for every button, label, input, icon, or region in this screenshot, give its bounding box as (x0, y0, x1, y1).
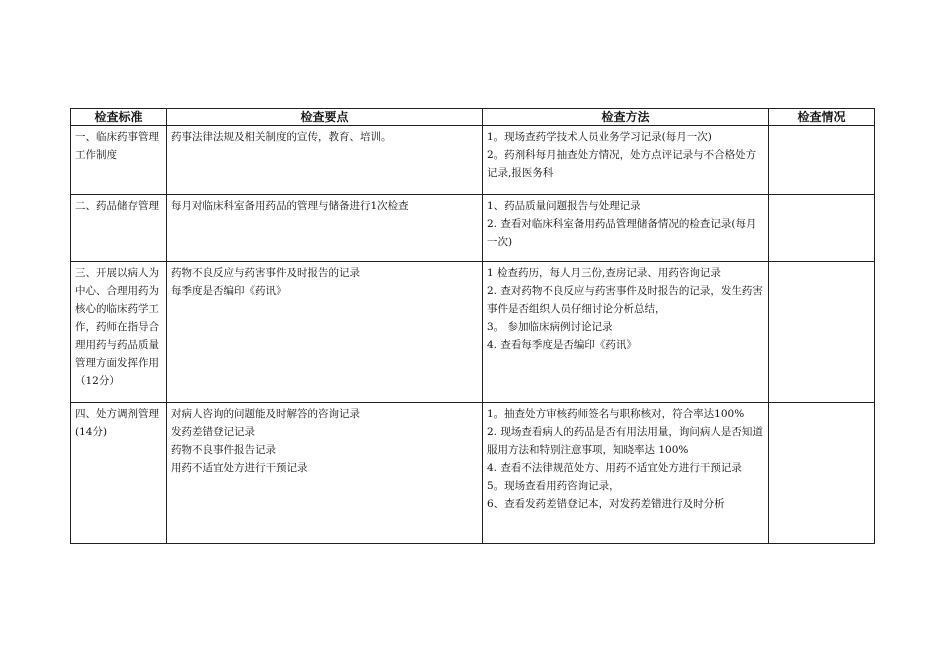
method-line: 1、药品质量问题报告与处理记录 (487, 200, 641, 212)
method-line: 2。药剂科每月抽查处方情况，处方点评记录与不合格处方记录,报医务科 (487, 149, 757, 179)
status-cell (769, 126, 875, 195)
point-line: 用药不适宜处方进行干预记录 (171, 462, 308, 474)
header-standard: 检查标准 (71, 109, 167, 126)
inspection-table (70, 108, 875, 544)
method-line: 2. 查看对临床科室备用药品管理储备情况的检查记录(每月一次) (487, 218, 757, 248)
standard-cell: 二、药品储存管理 (71, 195, 167, 262)
method-line: 3。 参加临床病例讨论记录 (487, 321, 613, 333)
point-line: 药物不良反应与药害事件及时报告的记录 (171, 267, 360, 279)
points-cell (167, 195, 483, 262)
method-line: 4. 查看不法律规范处方、用药不适宜处方进行干预记录 (487, 462, 742, 474)
point-line: 对病人咨询的问题能及时解答的咨询记录 (171, 408, 360, 420)
header-methods: 检查方法 (483, 109, 769, 126)
method-line: 5。现场查看用药咨询记录， (487, 480, 620, 492)
method-line: 2. 查对药物不良反应与药害事件及时报告的记录，发生药害事件是否组织人员仔细讨论分析总结， (487, 285, 763, 315)
header-points: 检查要点 (167, 109, 483, 126)
method-line: 4. 查看每季度是否编印《药讯》 (487, 339, 637, 351)
table-row (71, 126, 875, 195)
standard-cell: 一、临床药事管理工作制度 (71, 126, 167, 195)
point-line: 发药差错登记记录 (171, 426, 255, 438)
method-line: 1 检查药历，每人月三份,查房记录、用药咨询记录 (487, 267, 721, 279)
status-cell (769, 195, 875, 262)
table-row (71, 403, 875, 544)
point-line: 药物不良事件报告记录 (171, 444, 276, 456)
status-cell (769, 403, 875, 544)
method-line: 6、查看发药差错登记本，对发药差错进行及时分析 (487, 498, 725, 510)
table-header-row (71, 109, 875, 126)
point-line: 每季度是否编印《药讯》 (171, 285, 287, 297)
table-row (71, 195, 875, 262)
table-row (71, 262, 875, 403)
points-cell (167, 403, 483, 544)
standard-cell: 四、处方调剂管理(14分) (71, 403, 167, 544)
status-cell (769, 262, 875, 403)
points-cell (167, 126, 483, 195)
methods-cell (483, 403, 769, 544)
methods-cell (483, 262, 769, 403)
methods-cell (483, 126, 769, 195)
point-line: 药事法律法规及相关制度的宣传，教育、培训。 (171, 131, 392, 143)
points-cell (167, 262, 483, 403)
header-status: 检查情况 (769, 109, 875, 126)
method-line: 2. 现场查看病人的药品是否有用法用量，询问病人是否知道服用方法和特别注意事项，知晓率达 100% (487, 426, 763, 456)
method-line: 1。抽查处方审核药师签名与职称核对，符合率达100% (487, 408, 745, 420)
standard-cell: 三、开展以病人为中心、合理用药为核心的临床药学工作，药师在指导合理用药与药品质量管理方面发挥作用（12分） (71, 262, 167, 403)
point-line: 每月对临床科室备用药品的管理与储备进行1次检查 (171, 200, 409, 212)
method-line: 1。现场查药学技术人员业务学习记录(每月一次) (487, 131, 712, 143)
methods-cell (483, 195, 769, 262)
